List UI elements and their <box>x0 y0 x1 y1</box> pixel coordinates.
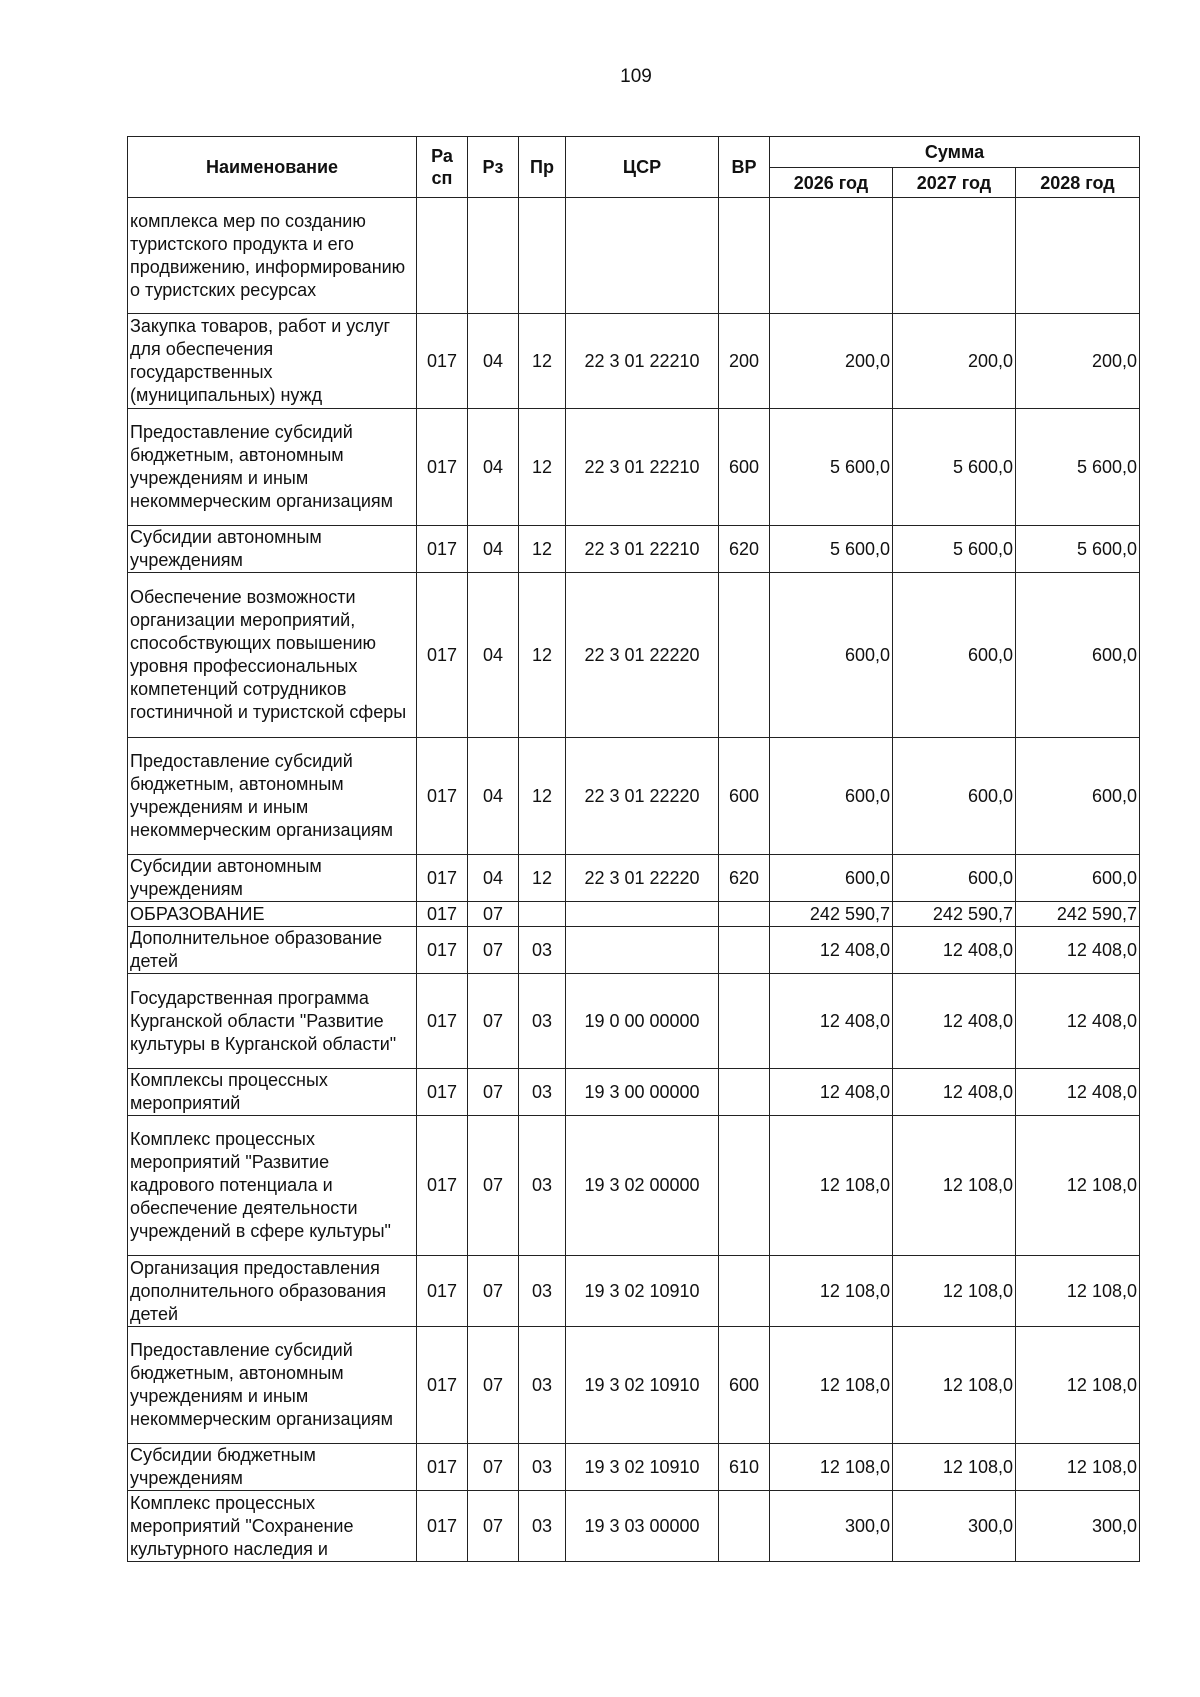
amount-2027-cell: 5 600,0 <box>893 526 1016 573</box>
table-row <box>128 1444 1140 1491</box>
rasp-cell <box>417 198 468 314</box>
table-row <box>128 927 1140 974</box>
csr-cell: 22 3 01 22220 <box>566 573 719 738</box>
amount-2026-cell: 600,0 <box>770 573 893 738</box>
amount-2026-cell: 242 590,7 <box>770 902 893 927</box>
vr-cell: 600 <box>719 1327 770 1444</box>
amount-2027-cell: 12 408,0 <box>893 974 1016 1069</box>
row-name-cell: Закупка товаров, работ и услуг для обеспечения государственных (муниципальных) нужд <box>128 314 417 409</box>
rasp-cell: 017 <box>417 1444 468 1491</box>
row-name-cell: Организация предоставления дополнительного образования детей <box>128 1256 417 1327</box>
amount-2027-cell: 242 590,7 <box>893 902 1016 927</box>
amount-2026-cell: 600,0 <box>770 738 893 855</box>
rz-cell: 07 <box>468 902 519 927</box>
table-row <box>128 902 1140 927</box>
vr-cell <box>719 1069 770 1116</box>
pr-cell: 12 <box>519 314 566 409</box>
rasp-cell: 017 <box>417 1327 468 1444</box>
vr-cell: 620 <box>719 855 770 902</box>
amount-2028-cell: 12 108,0 <box>1016 1327 1140 1444</box>
pr-cell: 03 <box>519 1069 566 1116</box>
amount-2028-cell: 12 108,0 <box>1016 1444 1140 1491</box>
csr-cell: 19 3 02 10910 <box>566 1256 719 1327</box>
vr-cell <box>719 902 770 927</box>
pr-cell: 03 <box>519 974 566 1069</box>
vr-cell: 600 <box>719 738 770 855</box>
vr-cell <box>719 198 770 314</box>
row-name-cell: Предоставление субсидий бюджетным, автономным учреждениям и иным некоммерческим организациям <box>128 1327 417 1444</box>
rz-cell: 07 <box>468 1256 519 1327</box>
rasp-cell: 017 <box>417 738 468 855</box>
rasp-cell: 017 <box>417 855 468 902</box>
amount-2028-cell: 600,0 <box>1016 738 1140 855</box>
amount-2028-cell: 12 408,0 <box>1016 974 1140 1069</box>
vr-cell: 620 <box>719 526 770 573</box>
csr-cell: 19 3 02 00000 <box>566 1116 719 1256</box>
amount-2026-cell: 5 600,0 <box>770 526 893 573</box>
vr-cell: 600 <box>719 409 770 526</box>
row-name-cell: Дополнительное образование детей <box>128 927 417 974</box>
table-row <box>128 974 1140 1069</box>
header-2026: 2026 год <box>770 168 893 198</box>
pr-cell: 03 <box>519 1256 566 1327</box>
row-name-cell: Комплекс процессных мероприятий "Сохранение культурного наследия и <box>128 1491 417 1562</box>
pr-cell: 03 <box>519 1327 566 1444</box>
rz-cell: 07 <box>468 1116 519 1256</box>
header-vr: ВР <box>719 137 770 198</box>
table-row <box>128 409 1140 526</box>
csr-cell: 19 3 00 00000 <box>566 1069 719 1116</box>
amount-2026-cell: 600,0 <box>770 855 893 902</box>
header-2028: 2028 год <box>1016 168 1140 198</box>
amount-2026-cell: 12 408,0 <box>770 1069 893 1116</box>
table-row <box>128 855 1140 902</box>
budget-table <box>127 136 1140 1562</box>
rasp-cell: 017 <box>417 1116 468 1256</box>
pr-cell: 12 <box>519 526 566 573</box>
pr-cell: 12 <box>519 738 566 855</box>
vr-cell: 200 <box>719 314 770 409</box>
amount-2026-cell: 12 108,0 <box>770 1116 893 1256</box>
table-row <box>128 314 1140 409</box>
amount-2028-cell: 12 108,0 <box>1016 1116 1140 1256</box>
rz-cell: 07 <box>468 927 519 974</box>
rz-cell: 04 <box>468 855 519 902</box>
row-name-cell: Субсидии бюджетным учреждениям <box>128 1444 417 1491</box>
vr-cell <box>719 573 770 738</box>
csr-cell: 19 3 02 10910 <box>566 1444 719 1491</box>
rz-cell <box>468 198 519 314</box>
header-2027: 2027 год <box>893 168 1016 198</box>
header-rz: Рз <box>468 137 519 198</box>
row-name-cell: Комплексы процессных мероприятий <box>128 1069 417 1116</box>
amount-2027-cell <box>893 198 1016 314</box>
vr-cell: 610 <box>719 1444 770 1491</box>
csr-cell <box>566 902 719 927</box>
rz-cell: 07 <box>468 1327 519 1444</box>
table-header <box>128 137 1140 198</box>
pr-cell: 12 <box>519 409 566 526</box>
table-row <box>128 1491 1140 1562</box>
pr-cell <box>519 902 566 927</box>
csr-cell: 22 3 01 22210 <box>566 526 719 573</box>
amount-2027-cell: 12 408,0 <box>893 1069 1016 1116</box>
vr-cell <box>719 927 770 974</box>
rasp-cell: 017 <box>417 1491 468 1562</box>
rasp-cell: 017 <box>417 1069 468 1116</box>
rz-cell: 04 <box>468 526 519 573</box>
csr-cell: 19 3 03 00000 <box>566 1491 719 1562</box>
amount-2028-cell: 5 600,0 <box>1016 526 1140 573</box>
row-name-cell: Предоставление субсидий бюджетным, автономным учреждениям и иным некоммерческим организациям <box>128 409 417 526</box>
table-row <box>128 738 1140 855</box>
amount-2026-cell: 12 408,0 <box>770 974 893 1069</box>
amount-2026-cell: 5 600,0 <box>770 409 893 526</box>
header-csr: ЦСР <box>566 137 719 198</box>
csr-cell: 22 3 01 22210 <box>566 314 719 409</box>
amount-2026-cell: 12 108,0 <box>770 1327 893 1444</box>
amount-2027-cell: 12 108,0 <box>893 1327 1016 1444</box>
amount-2027-cell: 12 108,0 <box>893 1116 1016 1256</box>
csr-cell: 22 3 01 22210 <box>566 409 719 526</box>
csr-cell: 22 3 01 22220 <box>566 855 719 902</box>
rasp-cell: 017 <box>417 974 468 1069</box>
csr-cell: 22 3 01 22220 <box>566 738 719 855</box>
amount-2028-cell: 242 590,7 <box>1016 902 1140 927</box>
rasp-cell: 017 <box>417 927 468 974</box>
amount-2027-cell: 600,0 <box>893 573 1016 738</box>
amount-2028-cell <box>1016 198 1140 314</box>
row-name-cell: Предоставление субсидий бюджетным, автономным учреждениям и иным некоммерческим организациям <box>128 738 417 855</box>
amount-2027-cell: 600,0 <box>893 855 1016 902</box>
rasp-cell: 017 <box>417 1256 468 1327</box>
amount-2028-cell: 600,0 <box>1016 855 1140 902</box>
vr-cell <box>719 1256 770 1327</box>
table-row <box>128 1069 1140 1116</box>
header-rasp: Ра сп <box>417 137 468 198</box>
row-name-cell: Комплекс процессных мероприятий "Развитие кадрового потенциала и обеспечение деятельности учреждений в сфере культуры" <box>128 1116 417 1256</box>
row-name-cell: Обеспечение возможности организации мероприятий, способствующих повышению уровня профессиональных компетенций сотрудников гостиничной и туристской сферы <box>128 573 417 738</box>
table-row <box>128 1256 1140 1327</box>
amount-2026-cell: 300,0 <box>770 1491 893 1562</box>
amount-2026-cell: 12 108,0 <box>770 1444 893 1491</box>
amount-2026-cell: 12 108,0 <box>770 1256 893 1327</box>
amount-2026-cell <box>770 198 893 314</box>
page-number: 109 <box>620 66 652 87</box>
rasp-cell: 017 <box>417 526 468 573</box>
amount-2027-cell: 12 408,0 <box>893 927 1016 974</box>
csr-cell: 19 0 00 00000 <box>566 974 719 1069</box>
amount-2027-cell: 600,0 <box>893 738 1016 855</box>
rz-cell: 07 <box>468 1069 519 1116</box>
pr-cell: 03 <box>519 1116 566 1256</box>
rz-cell: 04 <box>468 409 519 526</box>
row-name-cell: комплекса мер по созданию туристского продукта и его продвижению, информированию о туристских ресурсах <box>128 198 417 314</box>
rz-cell: 07 <box>468 1491 519 1562</box>
rz-cell: 04 <box>468 573 519 738</box>
amount-2027-cell: 12 108,0 <box>893 1256 1016 1327</box>
amount-2028-cell: 12 108,0 <box>1016 1256 1140 1327</box>
vr-cell <box>719 1491 770 1562</box>
pr-cell <box>519 198 566 314</box>
amount-2028-cell: 600,0 <box>1016 573 1140 738</box>
amount-2026-cell: 12 408,0 <box>770 927 893 974</box>
rasp-cell: 017 <box>417 573 468 738</box>
table-body <box>128 198 1140 1562</box>
amount-2028-cell: 200,0 <box>1016 314 1140 409</box>
row-name-cell: Субсидии автономным учреждениям <box>128 855 417 902</box>
vr-cell <box>719 1116 770 1256</box>
rz-cell: 04 <box>468 738 519 855</box>
csr-cell <box>566 198 719 314</box>
rz-cell: 07 <box>468 974 519 1069</box>
pr-cell: 03 <box>519 1444 566 1491</box>
table-row <box>128 1116 1140 1256</box>
csr-cell <box>566 927 719 974</box>
table-row <box>128 573 1140 738</box>
table-row <box>128 198 1140 314</box>
header-pr: Пр <box>519 137 566 198</box>
row-name-cell: Государственная программа Курганской области "Развитие культуры в Курганской области" <box>128 974 417 1069</box>
table-row <box>128 526 1140 573</box>
amount-2028-cell: 300,0 <box>1016 1491 1140 1562</box>
amount-2026-cell: 200,0 <box>770 314 893 409</box>
pr-cell: 03 <box>519 1491 566 1562</box>
pr-cell: 12 <box>519 855 566 902</box>
vr-cell <box>719 974 770 1069</box>
rasp-cell: 017 <box>417 314 468 409</box>
amount-2028-cell: 12 408,0 <box>1016 927 1140 974</box>
table-row <box>128 1327 1140 1444</box>
amount-2027-cell: 200,0 <box>893 314 1016 409</box>
rasp-cell: 017 <box>417 409 468 526</box>
amount-2027-cell: 5 600,0 <box>893 409 1016 526</box>
rz-cell: 04 <box>468 314 519 409</box>
rz-cell: 07 <box>468 1444 519 1491</box>
pr-cell: 03 <box>519 927 566 974</box>
rasp-cell: 017 <box>417 902 468 927</box>
amount-2027-cell: 12 108,0 <box>893 1444 1016 1491</box>
amount-2027-cell: 300,0 <box>893 1491 1016 1562</box>
amount-2028-cell: 5 600,0 <box>1016 409 1140 526</box>
row-name-cell: Субсидии автономным учреждениям <box>128 526 417 573</box>
amount-2028-cell: 12 408,0 <box>1016 1069 1140 1116</box>
pr-cell: 12 <box>519 573 566 738</box>
header-name: Наименование <box>128 137 417 198</box>
csr-cell: 19 3 02 10910 <box>566 1327 719 1444</box>
header-sum: Сумма <box>770 137 1140 168</box>
row-name-cell: ОБРАЗОВАНИЕ <box>128 902 417 927</box>
